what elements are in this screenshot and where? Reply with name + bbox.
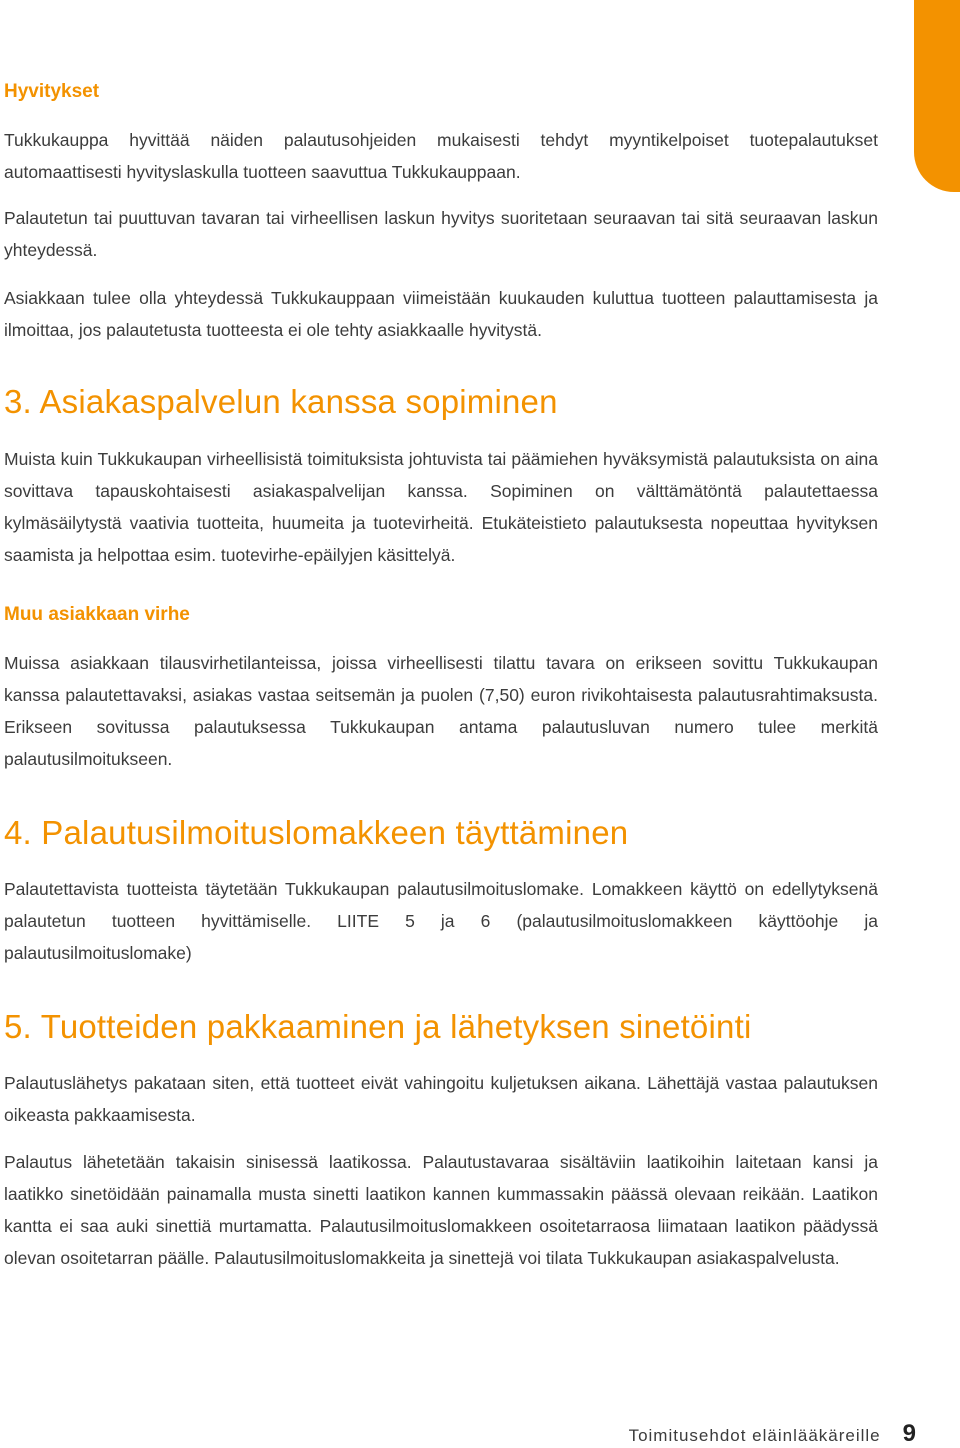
- para-section-4: Palautettavista tuotteista täytetään Tukkukaupan palautusilmoituslomake. Lomakkeen käyttö on edellytyksenä palautetun tuotteen hyvittämiselle. LIITE 5 ja 6 (palautusilmoituslomakkeen käyttöohje ja palautusilmoituslomake): [4, 879, 878, 963]
- heading-muu-asiakkaan-virhe: Muu asiakkaan virhe: [4, 604, 190, 625]
- para-hyvitykset-3: Asiakkaan tulee olla yhteydessä Tukkukauppaan viimeistään kuukauden kuluttua tuotteen palauttamisesta ja ilmoittaa, jos palautetusta tuotteesta ei ole tehty asiakkaalle hyvitystä.: [4, 288, 878, 340]
- corner-tab: [914, 0, 960, 192]
- para-hyvitykset-1: Tukkukauppa hyvittää näiden palautusohjeiden mukaisesti tehdyt myyntikelpoiset tuotepalautukset automaattisesti hyvityslaskulla tuotteen saavuttua Tukkukauppaan.: [4, 130, 878, 182]
- heading-section-4: 4. Palautusilmoituslomakkeen täyttäminen: [4, 814, 629, 851]
- footer-title: Toimitusehdot eläinlääkäreille: [628, 1426, 881, 1445]
- para-section-3: Muista kuin Tukkukaupan virheellisistä toimituksista johtuvista tai päämiehen hyväksymistä palautuksista on aina sovittava tapauskohtaisesti asiakaspalvelijan kanssa. Sopiminen on välttämätöntä palautettaessa kylmäsäilytystä vaativia tuotteita, huumeita ja tuotevirheitä. Etukäteistieto palautuksesta nopeuttaa hyvityksen saamista ja helpottaa esim. tuotevirhe-epäilyjen käsittelyä.: [4, 449, 878, 565]
- para-section-5-2: Palautus lähetetään takaisin sinisessä laatikossa. Palautustavaraa sisältäviin laatikoihin laitetaan kansi ja laatikko sinetöidään painamalla musta sinetti laatikon kannen kummassakin päässä olevaan reikään. Laatikon kantta ei saa auki sinettiä murtamatta. Palautusilmoituslomakkeen osoitetarraosa liimataan laatikon päädyssä olevan osoitetarran päälle. Palautusilmoituslomakkeita ja sinettejä voi tilata Tukkukaupan asiakaspalvelusta.: [4, 1152, 878, 1268]
- para-muu-asiakkaan-virhe: Muissa asiakkaan tilausvirhetilanteissa, joissa virheellisesti tilattu tavara on erikseen sovittu Tukkukaupan kanssa palautettavaksi, asiakas vastaa seitsemän ja puolen (7,50) euron rivikohtaisesta palautusrahtimaksusta. Erikseen sovitussa palautuksessa Tukkukaupan antama palautusluvan numero tulee merkitä palautusilmoitukseen.: [4, 653, 878, 769]
- para-hyvitykset-2: Palautetun tai puuttuvan tavaran tai virheellisen laskun hyvitys suoritetaan seuraavan tai sitä seuraavan laskun yhteydessä.: [4, 208, 878, 260]
- page-number: 9: [902, 1420, 916, 1447]
- heading-section-5: 5. Tuotteiden pakkaaminen ja lähetyksen sinetöinti: [4, 1008, 752, 1045]
- heading-section-3: 3. Asiakaspalvelun kanssa sopiminen: [4, 383, 558, 420]
- heading-hyvitykset: Hyvitykset: [4, 81, 100, 102]
- para-section-5-1: Palautuslähetys pakataan siten, että tuotteet eivät vahingoitu kuljetuksen aikana. Lähettäjä vastaa palautuksen oikeasta pakkaamisesta.: [4, 1073, 878, 1125]
